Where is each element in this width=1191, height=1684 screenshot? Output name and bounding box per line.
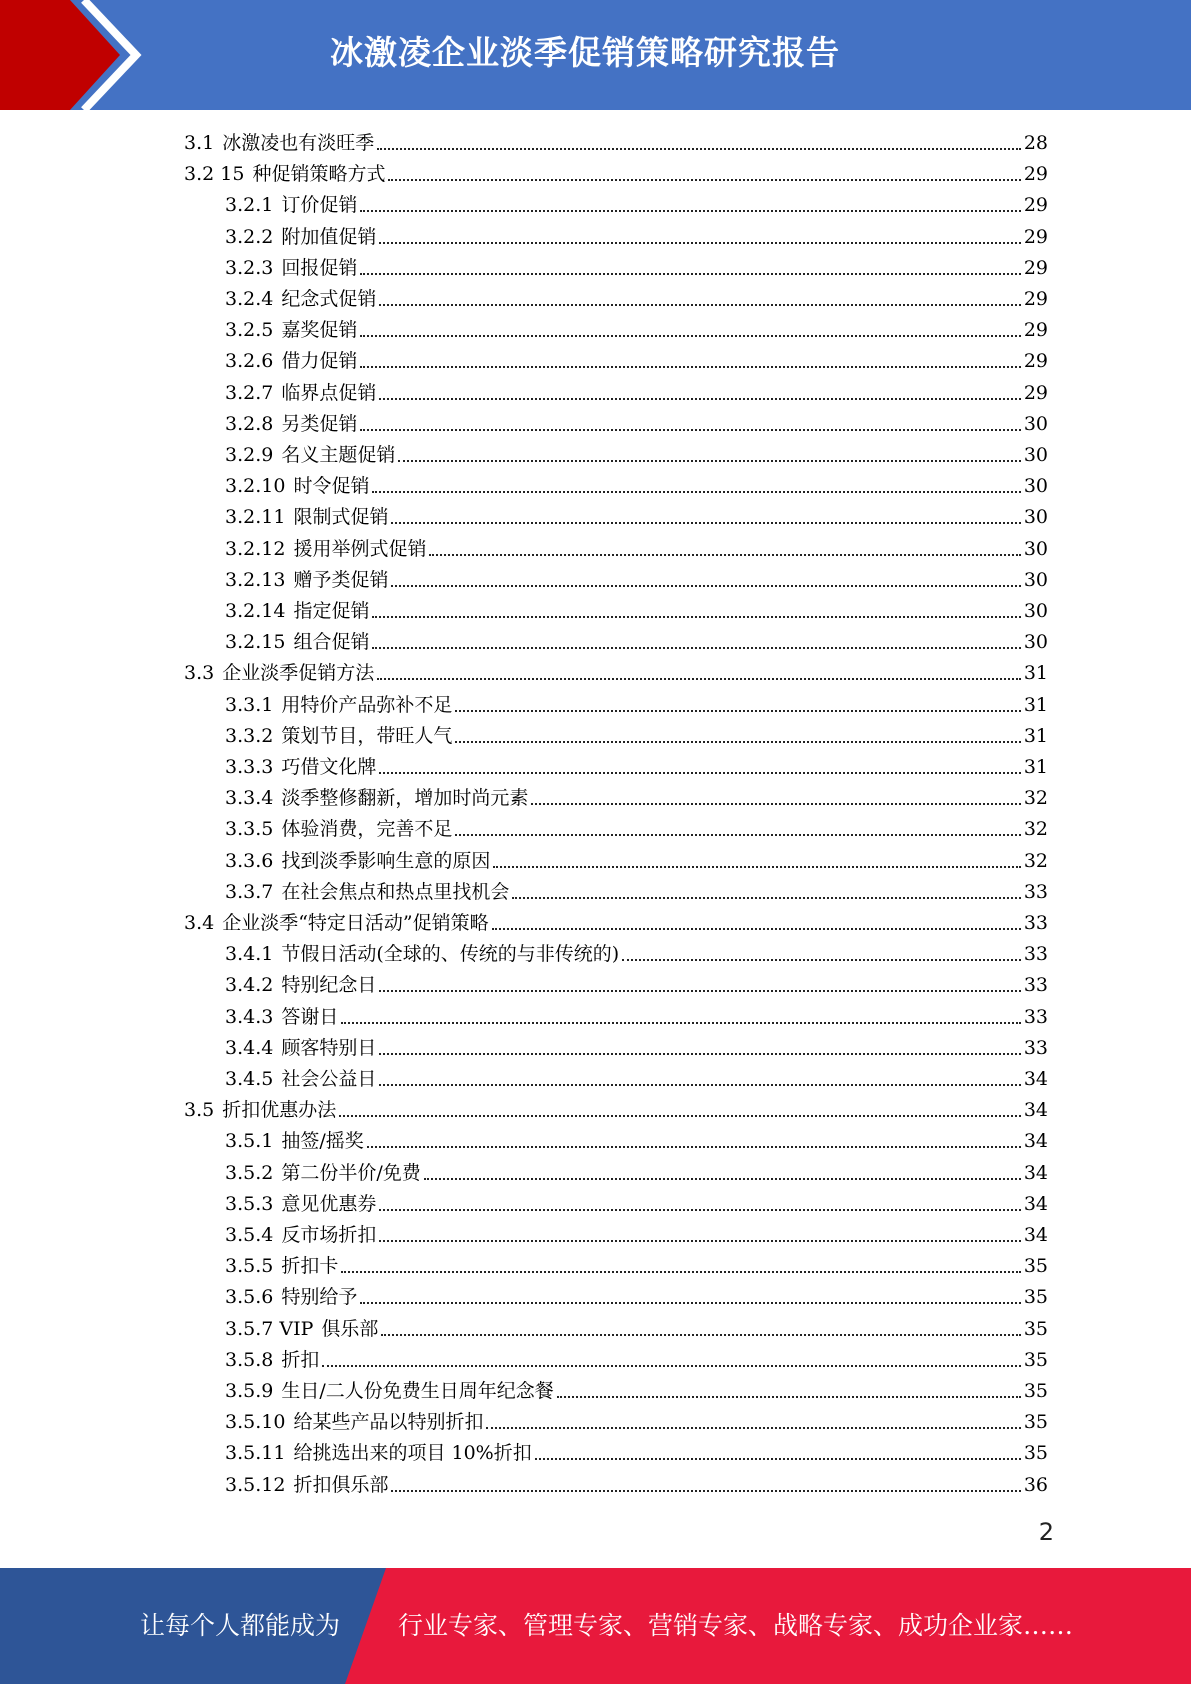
toc-entry-number: 3.2.8 [225, 412, 274, 435]
toc-dot-leader [360, 209, 1020, 212]
toc-entry-label: 订价促销 [281, 194, 358, 217]
toc-entry-number: 3.2.13 [225, 568, 286, 591]
toc-dot-leader [622, 958, 1021, 961]
toc-entry[interactable] [225, 970, 1048, 1001]
toc-entry[interactable] [225, 1064, 1048, 1095]
toc-entry[interactable] [225, 502, 1048, 533]
toc-entry[interactable] [225, 1033, 1048, 1064]
toc-entry[interactable] [225, 1470, 1048, 1501]
toc-entry-number: 3.2.9 [225, 444, 274, 466]
toc-entry[interactable] [225, 627, 1048, 658]
toc-dot-leader [377, 677, 1021, 680]
toc-dot-leader [493, 865, 1020, 868]
toc-entry-page: 33 [1023, 943, 1048, 966]
toc-entry-page: 29 [1023, 288, 1048, 310]
toc-entry-page: 32 [1023, 849, 1048, 872]
toc-entry-number: 3.2.4 [225, 288, 274, 310]
toc-entry-label: 折扣卡 [281, 1255, 339, 1278]
toc-entry-label: 体验消费，完善不足 [281, 818, 453, 841]
toc-dot-leader [486, 1426, 1020, 1429]
toc-entry-number: 3.5.11 [225, 1442, 286, 1465]
toc-entry-page: 29 [1023, 381, 1048, 404]
toc-entry-number: 3.4.3 [225, 1005, 274, 1028]
toc-entry-label: 时令促销 [293, 475, 370, 498]
toc-entry-page: 31 [1023, 693, 1048, 716]
toc-entry[interactable] [225, 1189, 1048, 1220]
toc-entry[interactable] [225, 1002, 1048, 1033]
toc-entry-number: 3.2.5 [225, 319, 274, 342]
toc-entry-page: 34 [1023, 1224, 1048, 1246]
toc-entry[interactable] [225, 346, 1048, 377]
toc-entry-number: 3.4 [184, 912, 215, 934]
toc-entry-label: 特别纪念日 [281, 974, 377, 997]
toc-dot-leader [557, 1395, 1021, 1398]
toc-entry[interactable] [225, 1282, 1048, 1313]
toc-entry[interactable] [225, 1158, 1048, 1189]
toc-entry-label: 节假日活动(全球的、传统的与非传统的) [281, 943, 620, 966]
toc-dot-leader [455, 833, 1020, 836]
toc-entry-page: 34 [1023, 1192, 1048, 1215]
toc-entry-label: 巧借文化牌 [281, 756, 377, 778]
toc-entry-page: 29 [1023, 194, 1048, 217]
toc-entry-label: 附加值促销 [281, 225, 377, 248]
toc-entry-label: 嘉奖促销 [281, 319, 358, 342]
toc-entry-label: 淡季整修翻新，增加时尚元素 [281, 787, 529, 810]
toc-dot-leader [339, 1114, 1021, 1117]
toc-entry-label: 冰激凌也有淡旺季 [222, 132, 375, 154]
toc-entry-page: 33 [1023, 880, 1048, 903]
toc-entry-label: 社会公益日 [281, 1068, 377, 1090]
toc-entry-number: 3.3.1 [225, 693, 274, 716]
toc-dot-leader [379, 303, 1020, 306]
toc-entry[interactable] [184, 159, 1048, 190]
toc-entry-number: 3.2.7 [225, 381, 274, 404]
toc-entry[interactable] [184, 908, 1048, 939]
toc-entry[interactable] [225, 471, 1048, 502]
toc-entry-page: 32 [1023, 787, 1048, 810]
toc-entry-page: 31 [1023, 662, 1048, 685]
toc-entry-number: 3.3.5 [225, 818, 274, 841]
toc-entry[interactable] [225, 315, 1048, 346]
toc-entry-label: 赠予类促销 [293, 568, 389, 591]
toc-entry-number: 3.2.2 [225, 225, 274, 248]
toc-entry[interactable] [225, 814, 1048, 845]
toc-entry-page: 34 [1023, 1068, 1048, 1090]
toc-dot-leader [379, 397, 1020, 400]
toc-entry-number: 3.1 [184, 132, 215, 154]
toc-entry-number: 3.2.15 [225, 631, 286, 654]
toc-entry-page: 29 [1023, 350, 1048, 373]
toc-dot-leader [492, 927, 1021, 930]
toc-entry-label: 企业淡季促销方法 [222, 662, 375, 685]
toc-entry[interactable] [225, 565, 1048, 596]
toc-entry-label: 给挑选出来的项目 10%折扣 [293, 1442, 532, 1465]
toc-dot-leader [391, 1489, 1020, 1492]
toc-entry[interactable] [225, 690, 1048, 721]
toc-entry-page: 34 [1023, 1130, 1048, 1153]
toc-dot-leader [381, 1333, 1020, 1336]
footer-slogan-left: 让每个人都能成为 [140, 1611, 341, 1640]
toc-entry-page: 29 [1023, 225, 1048, 248]
toc-dot-leader [512, 896, 1020, 899]
toc-dot-leader [372, 490, 1020, 493]
toc-entry-label: 第二份半价/免费 [281, 1161, 421, 1184]
toc-entry-number: 3.5.12 [225, 1473, 286, 1496]
toc-entry-label: 反市场折扣 [281, 1224, 377, 1246]
page-number: 2 [1038, 1518, 1054, 1546]
toc-entry-label: 种促销策略方式 [252, 163, 386, 186]
toc-entry-label: 另类促销 [281, 412, 358, 435]
toc-dot-leader [367, 1145, 1021, 1148]
toc-dot-leader [391, 584, 1020, 587]
toc-entry-number: 3.2.3 [225, 256, 274, 279]
toc-entry-page: 35 [1023, 1442, 1048, 1465]
toc-entry-label: 抽签/摇奖 [281, 1130, 364, 1153]
toc-entry-page: 30 [1023, 506, 1048, 529]
toc-dot-leader [379, 771, 1020, 774]
toc-dot-leader [360, 334, 1020, 337]
toc-entry[interactable] [225, 1251, 1048, 1282]
toc-entry-number: 3.5.1 [225, 1130, 274, 1153]
toc-entry[interactable] [225, 1220, 1048, 1251]
document-title: 冰激凌企业淡季促销策略研究报告 [330, 33, 840, 72]
toc-entry[interactable] [225, 596, 1048, 627]
footer-slogan-right: 行业专家、管理专家、营销专家、战略专家、成功企业家…… [398, 1611, 1074, 1640]
toc-entry-number: 3.5.4 [225, 1224, 274, 1246]
toc-dot-leader [535, 1457, 1021, 1460]
toc-entry-page: 34 [1023, 1161, 1048, 1184]
toc-entry[interactable] [225, 877, 1048, 908]
toc-entry-label: 折扣 [281, 1348, 320, 1371]
toc-entry-number: 3.3.2 [225, 724, 274, 747]
toc-entry-number: 3.5 [184, 1099, 215, 1122]
toc-dot-leader [360, 272, 1020, 275]
toc-entry[interactable] [225, 253, 1048, 284]
toc-dot-leader [379, 241, 1020, 244]
toc-entry[interactable] [225, 1438, 1048, 1469]
toc-entry[interactable] [184, 128, 1048, 159]
toc-entry[interactable] [225, 222, 1048, 253]
toc-entry-number: 3.2 15 [184, 163, 245, 186]
toc-entry-page: 30 [1023, 631, 1048, 654]
toc-entry-number: 3.2.1 [225, 194, 274, 217]
toc-entry-number: 3.3.4 [225, 787, 274, 810]
toc-dot-leader [379, 1208, 1020, 1211]
toc-entry-number: 3.5.2 [225, 1161, 274, 1184]
toc-entry-label: 意见优惠券 [281, 1192, 377, 1215]
toc-entry-label: 援用举例式促销 [293, 537, 427, 560]
toc-dot-leader [360, 1301, 1020, 1304]
toc-entry-page: 35 [1023, 1317, 1048, 1340]
toc-entry-page: 33 [1023, 1005, 1048, 1028]
toc-entry-label: 答谢日 [281, 1005, 339, 1028]
toc-entry-number: 3.2.10 [225, 475, 286, 498]
toc-entry-page: 35 [1023, 1286, 1048, 1309]
toc-dot-leader [377, 147, 1021, 150]
toc-entry-number: 3.5.9 [225, 1380, 274, 1402]
toc-entry-label: 企业淡季“特定日活动”促销策略 [222, 912, 489, 934]
toc-entry-label: 在社会焦点和热点里找机会 [281, 880, 510, 903]
toc-entry-label: 限制式促销 [293, 506, 389, 529]
toc-entry-number: 3.5.3 [225, 1192, 274, 1215]
toc-entry-page: 36 [1023, 1473, 1048, 1496]
toc-entry-page: 35 [1023, 1348, 1048, 1371]
toc-entry-page: 33 [1023, 974, 1048, 997]
toc-entry-page: 33 [1023, 912, 1048, 934]
toc-entry[interactable] [225, 534, 1048, 565]
toc-entry-number: 3.3.3 [225, 756, 274, 778]
toc-entry-label: 用特价产品弥补不足 [281, 693, 453, 716]
toc-dot-leader [531, 802, 1020, 805]
toc-entry-page: 31 [1023, 756, 1048, 778]
toc-entry-label: 指定促销 [293, 600, 370, 622]
toc-entry[interactable] [225, 846, 1048, 877]
toc-entry-number: 3.3.7 [225, 880, 274, 903]
toc-entry[interactable] [225, 1314, 1048, 1345]
toc-entry[interactable] [225, 378, 1048, 409]
toc-dot-leader [379, 1052, 1020, 1055]
toc-entry-page: 30 [1023, 537, 1048, 560]
toc-dot-leader [391, 521, 1020, 524]
toc-dot-leader [455, 740, 1020, 743]
toc-entry-number: 3.4.1 [225, 943, 274, 966]
toc-entry-number: 3.5.6 [225, 1286, 274, 1309]
toc-entry[interactable] [225, 783, 1048, 814]
toc-dot-leader [322, 1364, 1020, 1367]
toc-dot-leader [388, 178, 1020, 181]
toc-entry[interactable] [184, 1095, 1048, 1126]
toc-dot-leader [372, 615, 1020, 618]
toc-entry-label: 给某些产品以特别折扣 [293, 1411, 484, 1434]
toc-entry-label: 找到淡季影响生意的原因 [281, 849, 491, 872]
toc-entry-label: 特别给予 [281, 1286, 358, 1309]
page-footer [0, 1568, 1191, 1684]
toc-entry-label: 名义主题促销 [281, 444, 396, 466]
toc-entry-page: 35 [1023, 1380, 1048, 1402]
toc-dot-leader [341, 1021, 1020, 1024]
toc-entry-page: 32 [1023, 818, 1048, 841]
toc-entry-number: 3.3 [184, 662, 215, 685]
toc-entry-page: 30 [1023, 444, 1048, 466]
toc-dot-leader [379, 1239, 1020, 1242]
toc-entry-number: 3.5.7 VIP [225, 1317, 314, 1340]
toc-entry[interactable] [225, 1407, 1048, 1438]
toc-dot-leader [424, 1177, 1021, 1180]
toc-entry[interactable] [225, 409, 1048, 440]
toc-entry-label: 策划节目，带旺人气 [281, 724, 453, 747]
toc-entry-number: 3.2.11 [225, 506, 286, 529]
toc-entry-page: 35 [1023, 1411, 1048, 1434]
toc-entry[interactable] [225, 939, 1048, 970]
toc-entry-page: 30 [1023, 412, 1048, 435]
toc-entry-number: 3.4.5 [225, 1068, 274, 1090]
toc-entry-page: 28 [1023, 132, 1048, 154]
toc-entry-number: 3.3.6 [225, 849, 274, 872]
toc-entry-page: 29 [1023, 256, 1048, 279]
toc-entry-page: 30 [1023, 568, 1048, 591]
toc-entry-number: 3.2.6 [225, 350, 274, 373]
toc-entry[interactable] [225, 752, 1048, 783]
toc-entry[interactable] [225, 1376, 1048, 1407]
toc-dot-leader [398, 459, 1020, 462]
toc-dot-leader [372, 646, 1020, 649]
toc-entry-number: 3.2.14 [225, 600, 286, 622]
toc-entry-number: 3.5.5 [225, 1255, 274, 1278]
toc-entry-page: 33 [1023, 1036, 1048, 1059]
page-header [0, 0, 1191, 110]
toc-entry-label: 俱乐部 [321, 1317, 379, 1340]
toc-dot-leader [379, 989, 1020, 992]
toc-entry-page: 29 [1023, 319, 1048, 342]
toc-entry-number: 3.4.4 [225, 1036, 274, 1059]
toc-entry-label: 纪念式促销 [281, 288, 377, 310]
toc-dot-leader [341, 1270, 1020, 1273]
toc-entry-label: 折扣优惠办法 [222, 1099, 337, 1122]
toc-entry-page: 31 [1023, 724, 1048, 747]
toc-entry-label: 回报促销 [281, 256, 358, 279]
toc-entry-page: 30 [1023, 600, 1048, 622]
toc-entry-page: 30 [1023, 475, 1048, 498]
toc-dot-leader [429, 553, 1020, 556]
toc-dot-leader [455, 709, 1020, 712]
toc-entry-label: 组合促销 [293, 631, 370, 654]
toc-entry-label: 生日/二人份免费生日周年纪念餐 [281, 1380, 554, 1402]
toc-entry[interactable] [225, 284, 1048, 315]
toc-entry-number: 3.5.8 [225, 1348, 274, 1371]
toc-entry-page: 35 [1023, 1255, 1048, 1278]
toc-entry-label: 临界点促销 [281, 381, 377, 404]
toc-entry-label: 折扣俱乐部 [293, 1473, 389, 1496]
toc-dot-leader [379, 1083, 1020, 1086]
toc-dot-leader [360, 365, 1020, 368]
toc-entry-label: 顾客特别日 [281, 1036, 377, 1059]
toc-entry-page: 34 [1023, 1099, 1048, 1122]
toc-entry-number: 3.5.10 [225, 1411, 286, 1434]
toc-entry-number: 3.2.12 [225, 537, 286, 560]
toc-entry[interactable] [184, 658, 1048, 689]
toc-entry-page: 29 [1023, 163, 1048, 186]
toc-entry[interactable] [225, 721, 1048, 752]
toc-entry-label: 借力促销 [281, 350, 358, 373]
toc-entry[interactable] [225, 1345, 1048, 1376]
toc-entry[interactable] [225, 190, 1048, 221]
toc-entry-number: 3.4.2 [225, 974, 274, 997]
toc-entry[interactable] [225, 1126, 1048, 1157]
toc-entry[interactable] [225, 440, 1048, 471]
toc-dot-leader [360, 428, 1020, 431]
header-arrow-icon [0, 0, 160, 110]
